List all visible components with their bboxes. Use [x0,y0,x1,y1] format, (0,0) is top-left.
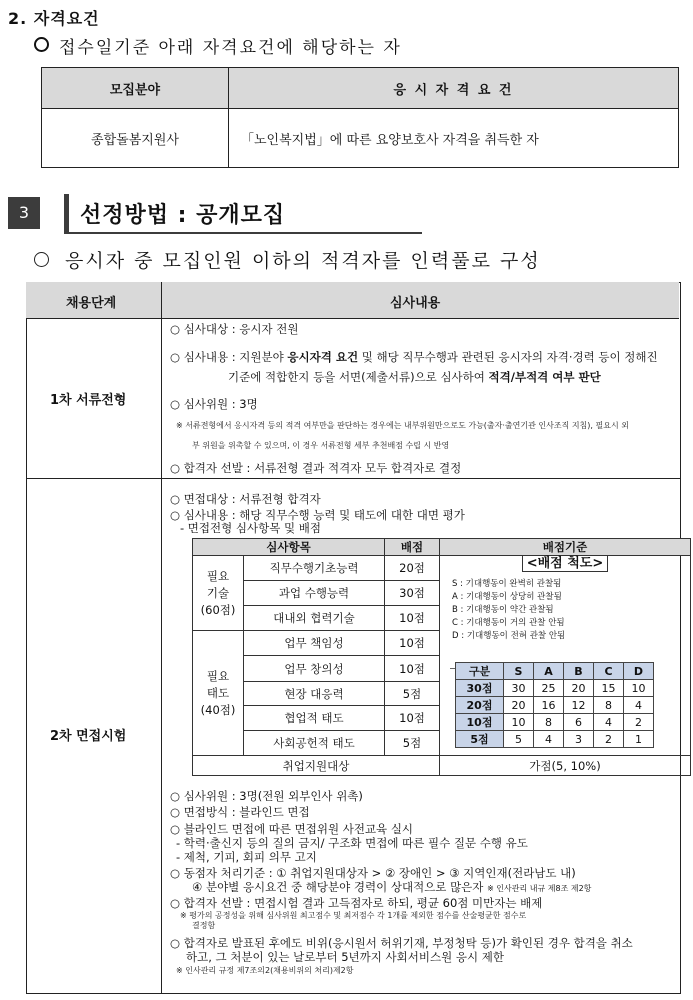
open-circle-icon [34,252,49,267]
grade-header: D [624,663,654,680]
grade-cell: 20 [504,697,534,714]
criteria-title [440,555,690,572]
score-header-item: 심사항목 [193,539,385,556]
stage2-cancel-note: ※ 인사관리 규정 제7조의2(채용비위의 처리)제2항 [176,966,354,975]
stage1-note2: 부 위원을 위촉할 수 있으며, 이 경우 서류전형 세부 추천배점 수립 시 반영 [192,441,450,450]
section3-title: 선정방법 : 공개모집 [80,203,286,228]
qualification-field-cell: 종합돌봄지원사 [42,109,229,168]
grade-cell: 25 [534,680,564,697]
group-attitude [193,631,244,756]
grade-cell: 6 [564,714,594,731]
score-points: 20점 [385,556,440,581]
criteria-item: D : 기대행동이 전혀 관찰 안됨 [452,631,566,641]
score-header-points: 배점 [385,539,440,556]
section3-underline [64,232,422,234]
grade-cell: 4 [624,697,654,714]
score-item: 사회공헌적 태도 [244,731,385,756]
stage2-blind-sub1: - 학력·출신지 등의 질의 금지/ 구조화 면접에 따른 필수 질문 수행 유도 [176,836,528,850]
group-attitude-line1: 필요 [206,668,230,683]
stage2-pass: ○ 합격자 선발 : 면접시험 결과 고득점자로 하되, 평균 60점 미만자는 배제 [170,896,543,910]
stage2-cancel2: 하고, 그 처분이 있는 날로부터 5년까지 사회서비스원 응시 제한 [186,950,504,964]
section3-number-badge: 3 [8,197,40,229]
score-item: 직무수행기초능력 [244,556,385,581]
stage2-sub: - 면접전형 심사항목 및 배점 [180,521,321,535]
grade-cell: 10 [624,680,654,697]
grade-row-label: 10점 [456,714,504,731]
grade-cell: 4 [534,731,564,748]
section3-bullet [34,246,541,273]
score-item: 업무 책임성 [244,631,385,656]
stage2-method: ○ 면접방식 : 블라인드 면접 [170,805,310,819]
score-points: 10점 [385,706,440,731]
section2-bullet-text: 접수일기준 아래 자격요건에 해당하는 자 [59,38,402,58]
section3-accent-bar [64,194,69,232]
score-points: 10점 [385,631,440,656]
score-points: 5점 [385,682,440,706]
score-points: 30점 [385,581,440,606]
grade-cell: 30 [504,680,534,697]
grade-cell: 20 [564,680,594,697]
score-header-criteria: 배점기준 [440,539,691,556]
criteria-list [440,578,690,643]
stage2-tie: ○ 동점자 처리기준 : ① 취업지원대상자 > ② 장애인 > ③ 지역인재(전라남도 내) [170,866,576,880]
grade-table [455,662,654,748]
stage2-pass-note1: ※ 평가의 공정성을 위해 심사위원 최고점수 및 최저점수 각 1개를 제외한 점수를 산술평균한 점수로 [180,911,527,920]
grade-cell: 2 [594,731,624,748]
score-item: 업무 창의성 [244,656,385,682]
stage2-target: ○ 면접대상 : 서류전형 합격자 [170,492,321,506]
grade-cell: 8 [534,714,564,731]
criteria-item: S : 기대행동이 완벽히 관찰됨 [452,579,562,589]
stage1-note1: ※ 서류전형에서 응시자격 등의 적격 여부만을 판단하는 경우에는 내부위원만으로도 가능(출자·출연기관 인사조직 지침), 필요시 외 [176,421,629,430]
grade-cell: 4 [594,714,624,731]
stage2-tie2-text: ④ 분야별 응시요건 중 해당분야 경력이 상대적으로 많은자 [192,880,484,894]
row-divider [26,478,680,479]
grade-header: C [594,663,624,680]
stage2-blind: ○ 블라인드 면접에 따른 면접위원 사전교육 실시 [170,822,414,836]
stage2-content: ○ 심사내용 : 해당 직무수행 능력 및 태도에 대한 대면 평가 [170,508,465,522]
grade-cell: 8 [594,697,624,714]
stage1-content-d: 기준에 적합한지 등을 서면(제출서류)으로 심사하여 [228,370,489,384]
group-attitude-line2: 태도 [206,685,230,700]
grade-cell: 12 [564,697,594,714]
section2-title: 2. 자격요건 [8,9,100,28]
stage1-content-b: 응시자격 요건 [287,350,359,364]
grade-header: 구분 [456,663,504,680]
score-points: 10점 [385,606,440,631]
extra-label: 취업지원대상 [193,756,440,776]
grade-cell: 3 [564,731,594,748]
qualification-table [41,67,679,168]
grade-cell: 5 [504,731,534,748]
header-stage: 채용단계 [66,296,117,311]
grade-header: A [534,663,564,680]
stage1-content [170,349,658,365]
stage1-label: 1차 서류전형 [50,393,127,408]
qualification-header-field: 모집분야 [42,68,229,109]
criteria-title-text: <배점 척도> [522,555,609,572]
score-points: 5점 [385,731,440,756]
score-item: 대내외 협력기술 [244,606,385,631]
stage2-label: 2차 면접시험 [50,729,127,744]
stage1-selection: ○ 합격자 선발 : 서류전형 결과 적격자 모두 합격자로 결정 [170,461,462,475]
stage1-content-line2 [228,369,601,385]
grade-row-label: 5점 [456,731,504,748]
group-skill-line3: (60점) [200,602,236,617]
section3-bullet-text: 응시자 중 모집인원 이하의 적격자를 인력풀로 구성 [65,250,541,272]
selection-table-header [26,282,679,319]
score-points: 10점 [385,656,440,682]
score-item: 현장 대응력 [244,682,385,706]
group-skill [193,556,244,631]
score-item: 과업 수행능력 [244,581,385,606]
criteria-item: A : 기대행동이 상당히 관찰됨 [452,592,562,602]
stage2-pass-note2: 결정함 [192,921,216,930]
column-divider [161,282,162,994]
grade-header: B [564,663,594,680]
stage2-tie2-note: ※ 인사관리 내규 제8조 제2항 [487,884,592,893]
stage1-target: ○ 심사대상 : 응시자 전원 [170,322,299,336]
stage2-tie2 [192,879,591,895]
qualification-requirement-cell: 「노인복지법」에 따른 요양보호사 자격을 취득한 자 [229,109,679,168]
grade-header: S [504,663,534,680]
grade-row-label: 30점 [456,680,504,697]
grade-row-label: 20점 [456,697,504,714]
grade-cell: 15 [594,680,624,697]
grade-cell: 10 [504,714,534,731]
extra-value: 가점(5, 10%) [440,756,691,776]
stage2-cancel1: ○ 합격자로 발표된 후에도 비위(응시원서 허위기재, 부정청탁 등)가 확인된 경우 합격을 취소 [170,936,633,950]
stage2-committee: ○ 심사위원 : 3명(전원 외부인사 위촉) [170,789,363,803]
qualification-header-requirement: 응 시 자 격 요 건 [229,68,679,109]
grade-cell: 16 [534,697,564,714]
header-content: 심사내용 [390,296,441,311]
group-attitude-line3: (40점) [200,702,236,717]
grade-cell: 1 [624,731,654,748]
stage1-content-e: 적격/부적격 여부 판단 [488,370,601,384]
stage1-content-a: ○ 심사내용 : 지원분야 [170,350,288,364]
section2-bullet [34,33,402,58]
bullet-circle-icon [34,37,49,52]
stage1-content-c: 및 해당 직무수행과 관련된 응시자의 자격·경력 등이 정해진 [358,350,658,364]
criteria-item: C : 기대행동이 거의 관찰 안됨 [452,618,565,628]
score-item: 협업적 태도 [244,706,385,731]
stage1-committee: ○ 심사위원 : 3명 [170,397,258,411]
criteria-item: B : 기대행동이 약간 관찰됨 [452,605,554,615]
grade-cell: 2 [624,714,654,731]
group-skill-line2: 기술 [206,585,230,600]
group-skill-line1: 필요 [206,568,230,583]
stage2-blind-sub2: - 제척, 기피, 회피 의무 고지 [176,850,317,864]
